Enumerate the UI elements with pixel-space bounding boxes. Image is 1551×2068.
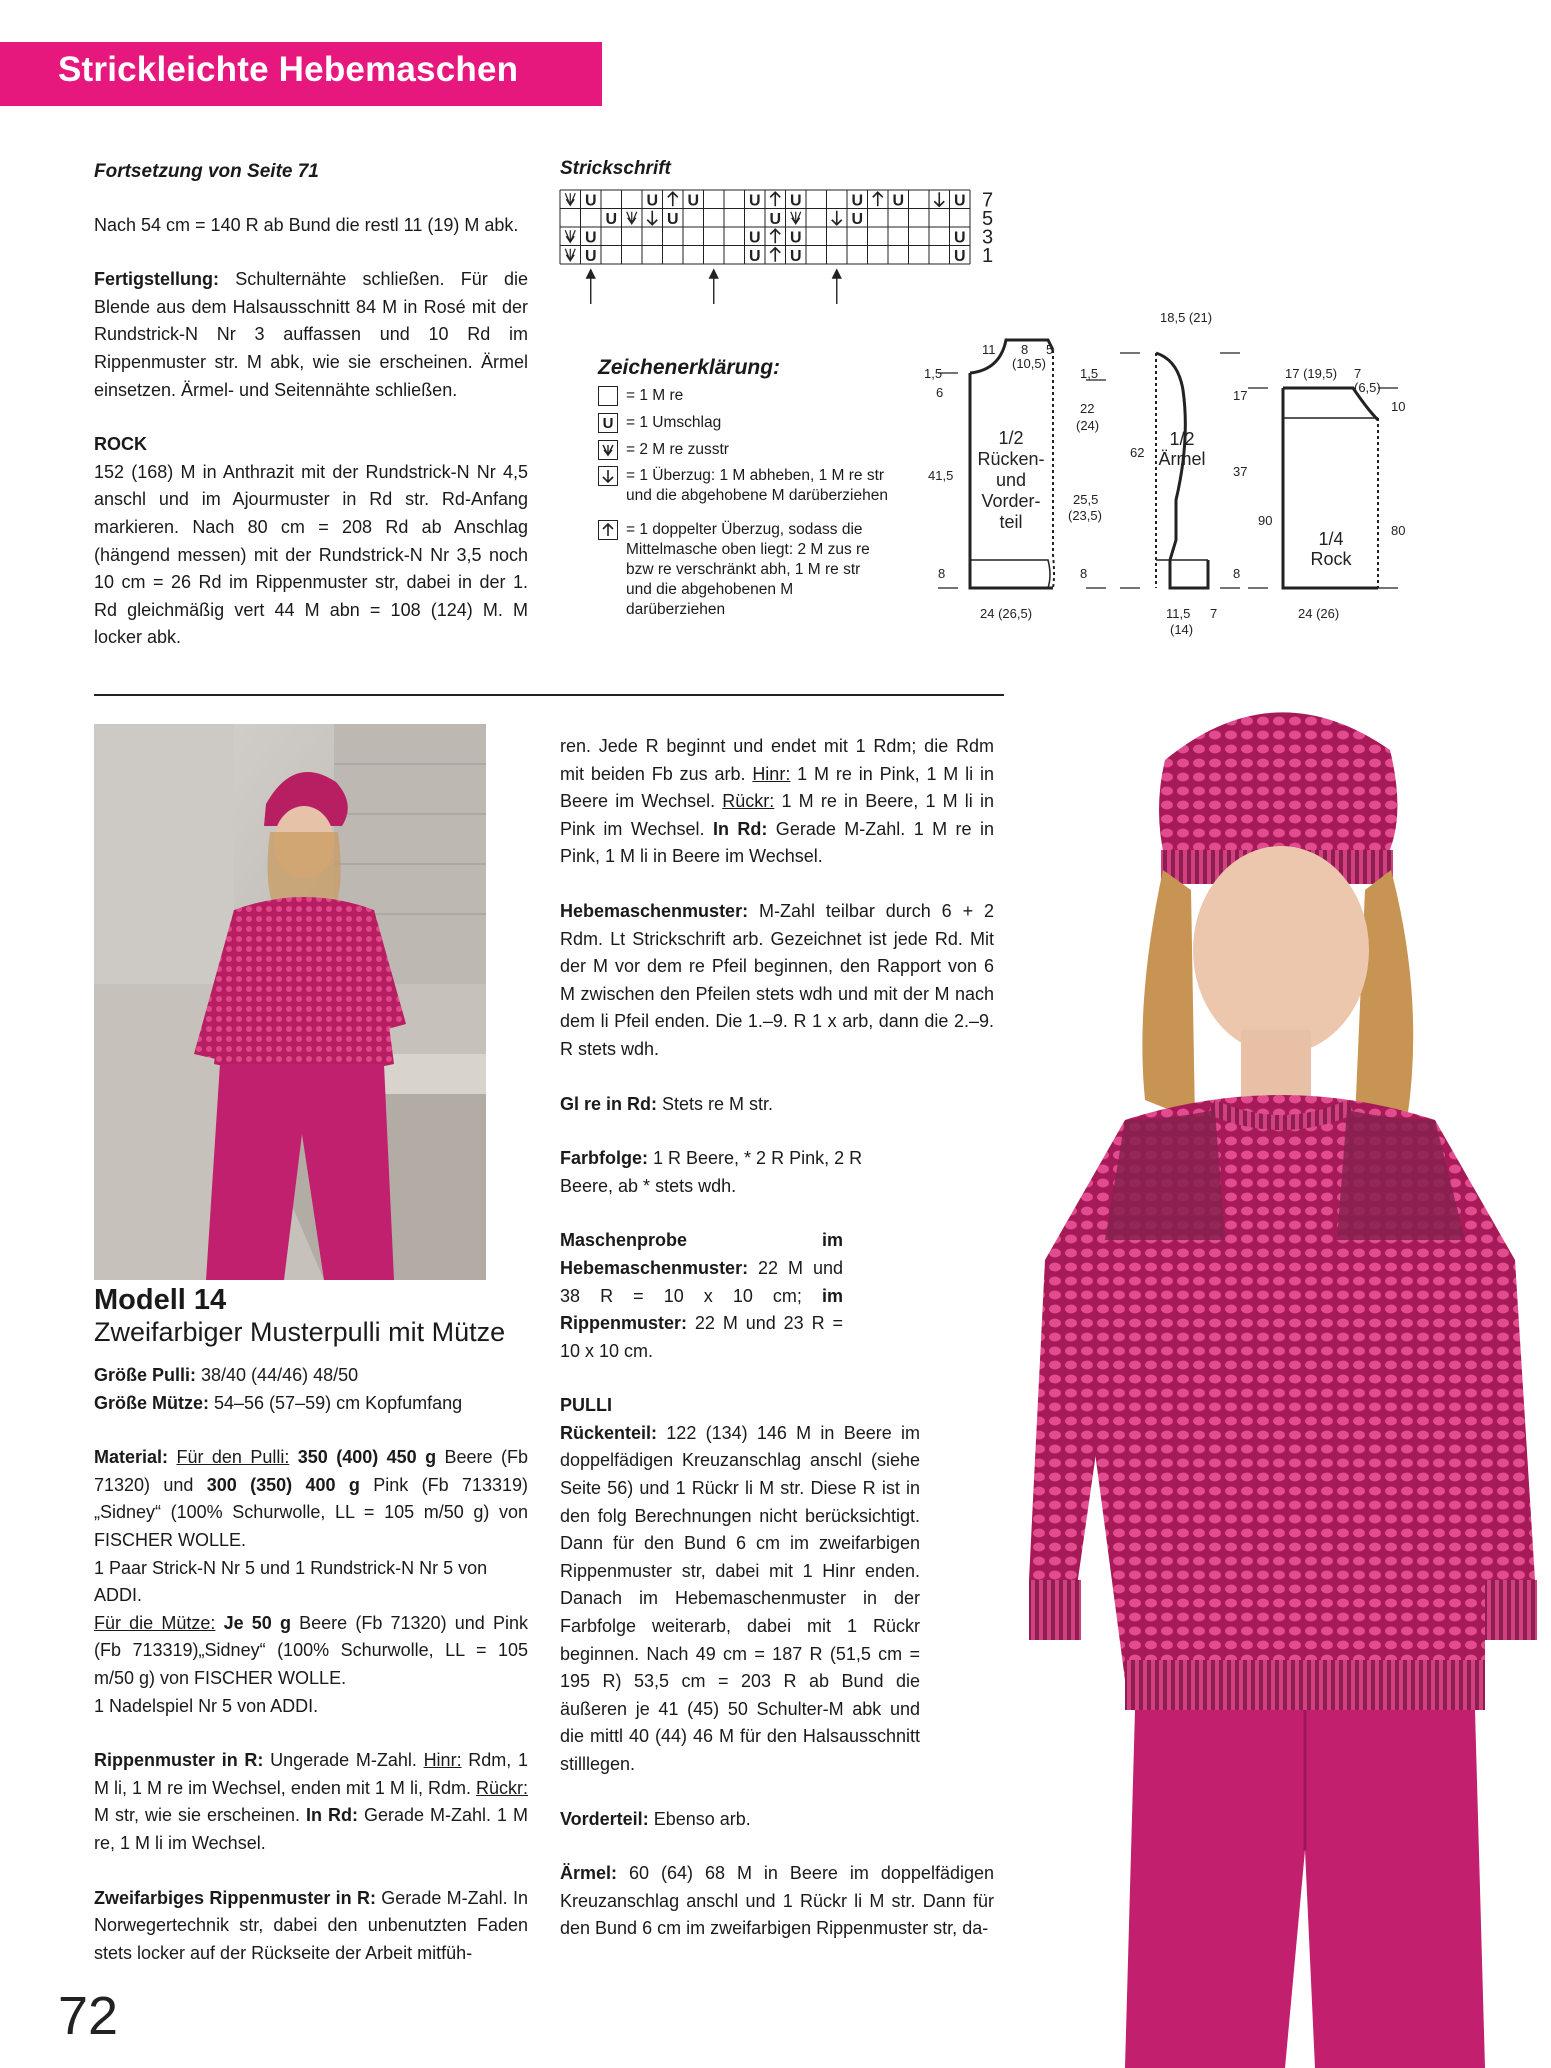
text: Ebenso arb.: [648, 1808, 751, 1829]
yarn-over-symbol: U: [584, 192, 597, 210]
dimension-label: 7: [1354, 366, 1362, 381]
k2tog-symbol: [627, 212, 637, 224]
dimension-label: 80: [1391, 523, 1406, 538]
piece-label: und: [995, 470, 1027, 490]
outline: [1053, 350, 1054, 588]
dimension-label: 24 (26): [1298, 606, 1340, 621]
dimension-label: (14): [1170, 622, 1194, 637]
label: im Rippenmuster:: [560, 1285, 843, 1334]
legend-item-knit: [598, 386, 683, 406]
piece-label: Vorder-: [981, 491, 1041, 511]
dimension-label: 11: [982, 342, 996, 357]
double-decrease-icon: [598, 520, 618, 540]
row-label: 5: [982, 208, 994, 230]
yarn-over-symbol: U: [851, 192, 864, 210]
yarn-over-symbol: U: [605, 210, 618, 228]
dimension-label: 1,5: [924, 366, 943, 381]
yarn-over-symbol: U: [748, 247, 761, 265]
dimension-label: 5: [1046, 342, 1054, 357]
size-pulli: [94, 1362, 528, 1390]
dimension-label: (24): [1076, 418, 1100, 433]
material-hat-needles: 1 Nadelspiel Nr 5 von ADDI.: [94, 1695, 319, 1716]
yarn-over-symbol: U: [584, 229, 597, 247]
text: ren. Jede R beginnt und endet mit 1 Rdm; die Rdm mit beiden Fb zus arb.: [560, 736, 994, 784]
yarn-over-symbol: U: [687, 192, 700, 210]
outline: [1156, 353, 1208, 588]
gauge: [560, 1227, 843, 1365]
model-title: Modell 14: [94, 1284, 227, 1316]
label: Ärmel:: [560, 1863, 618, 1884]
dimension-label: (10,5): [1012, 356, 1046, 371]
dimension-label: (6,5): [1354, 380, 1381, 395]
chart-title: Strickschrift: [560, 158, 671, 179]
schematics: [908, 200, 1478, 640]
label: Material:: [94, 1447, 169, 1468]
underline: Für den Pulli:: [176, 1447, 290, 1468]
row-label: 3: [982, 226, 994, 249]
size-hat: [94, 1390, 528, 1418]
k2tog-symbol: [565, 249, 575, 261]
text: 1 M re in Pink, 1 M li in Beere im Wechsel.: [560, 763, 994, 812]
yarn-over-symbol: U: [789, 192, 802, 210]
icon-glyph: U: [602, 414, 614, 432]
label: Hebemaschenmuster:: [560, 900, 749, 921]
label: Maschenprobe im Hebemaschenmuster:: [560, 1230, 843, 1278]
piece-label: Rücken-: [977, 449, 1045, 469]
k2tog-symbol: [565, 230, 575, 242]
color-sequence: [560, 1145, 885, 1200]
dimension-label: 24 (26,5): [980, 606, 1033, 621]
knit-stitch-icon: [598, 386, 618, 406]
label: Vorderteil:: [560, 1808, 649, 1829]
double-decrease-symbol: [873, 192, 883, 206]
ssk-symbol: [832, 211, 842, 225]
dimension-label: 8: [1233, 566, 1241, 581]
page-number: 72: [58, 1986, 119, 2046]
double-decrease-symbol: [770, 248, 780, 262]
repeat-arrows: [587, 270, 841, 304]
double-decrease-symbol: [770, 229, 780, 243]
text: 54–56 (57–59) cm Kopfumfang: [209, 1392, 463, 1413]
section-divider: [94, 694, 1004, 696]
text: Gerade M-Zahl. 1 M re, 1 M li im Wechsel.: [94, 1805, 528, 1853]
ssk-symbol: [647, 211, 657, 225]
k2tog-symbol: [791, 212, 801, 224]
text: 60 (64) 68 M in Beere im doppelfädigen Kreuzanschlag anschl und 1 Rückr li M str. Dann für den Bund 6 cm im zweifarbigen Rippenmuster str, da-: [560, 1863, 994, 1939]
model-heading: [94, 1284, 534, 1348]
yarn-over-symbol: U: [584, 247, 597, 265]
legend-item-ssk: [598, 466, 890, 506]
text: Ungerade M-Zahl.: [263, 1750, 424, 1771]
text: Beere (Fb 71320) und Pink (Fb 713319)„Sidney“ (100% Schurwolle, LL = 105 m/50 g) von FISCHER WOLLE.: [94, 1612, 528, 1688]
dimension-label: 18,5 (21): [1160, 310, 1213, 325]
legend-text: = 1 M re: [626, 387, 684, 404]
model-photo-large: [1015, 700, 1551, 2068]
label: Farbfolge:: [560, 1148, 648, 1169]
section-heading: ROCK: [94, 434, 147, 455]
underline: Rückr:: [475, 1777, 528, 1798]
label: Gl re in Rd:: [560, 1093, 658, 1114]
dimension-label: 11,5: [1166, 606, 1191, 621]
repeat-arrow-head: [833, 270, 841, 278]
outline: [970, 560, 1050, 588]
underline: Hinr:: [423, 1750, 462, 1771]
underline: Für die Mütze:: [94, 1612, 216, 1633]
dimension-label: 17 (19,5): [1285, 366, 1338, 381]
page-title: Strickleichte Hebemaschen: [58, 50, 519, 89]
yarn-over-symbol: U: [646, 192, 659, 210]
text: Pink (Fb 713319) „Sidney“ (100% Schurwolle, LL = 105 m/50 g) von FISCHER WOLLE.: [94, 1474, 528, 1550]
bold: In Rd:: [712, 818, 768, 839]
material-needles: 1 Paar Strick-N Nr 5 und 1 Rundstrick-N Nr 5 von ADDI.: [94, 1557, 488, 1606]
paragraph-rock: [94, 459, 528, 652]
section-heading-pulli: PULLI: [560, 1395, 612, 1416]
slip-stitch-pattern: [560, 898, 994, 1064]
dimension-label: 25,5: [1073, 492, 1099, 507]
text: Schulternähte schließen. Für die Blende aus dem Halsausschnitt 84 M in Rosé mit der Rundstrick-N Nr 3 auffassen und 10 Rd im Rippenmuster str. M abk, wie sie erscheinen. Ärmel einsetzen. Ärmel- und Seitennähte schließen.: [94, 269, 528, 400]
piece-label: teil: [999, 512, 1023, 532]
bold: 350 (400) 450 g: [297, 1447, 437, 1468]
yarn-over-symbol: U: [769, 210, 782, 228]
dimension-label: 90: [1258, 513, 1273, 528]
two-color-rib-cont: [560, 733, 994, 871]
front-piece: [560, 1806, 994, 1834]
text: Nach 54 cm = 140 R ab Bund die restl 11 (19) M abk.: [94, 214, 519, 235]
text: 22 M und 38 R = 10 x 10 cm;: [560, 1257, 843, 1306]
label: Rückenteil:: [560, 1422, 658, 1443]
double-decrease-symbol: [668, 192, 678, 206]
dimension-label: 8: [1080, 566, 1088, 581]
dimension-label: 8: [1021, 342, 1029, 357]
legend-text: = 2 M re zusstr: [626, 441, 729, 458]
dimension-label: 22: [1080, 401, 1095, 416]
piece-label: 1/2: [998, 428, 1024, 448]
double-decrease-symbol: [770, 192, 780, 206]
repeat-arrow-head: [710, 270, 718, 278]
yarn-over-icon: [598, 413, 618, 433]
dimension-label: 37: [1233, 464, 1248, 479]
underline: Rückr:: [722, 791, 775, 812]
dimension-label: 1,5: [1080, 366, 1099, 381]
dimension-label: (23,5): [1068, 508, 1102, 523]
bold: 300 (350) 400 g: [206, 1474, 360, 1495]
stockinette: [560, 1091, 994, 1119]
label: Größe Pulli:: [94, 1365, 197, 1385]
material-pulli: [94, 1444, 528, 1554]
yarn-over-symbol: U: [789, 247, 802, 265]
legend-title: Zeichenerklärung:: [598, 356, 781, 379]
yarn-over-symbol: U: [851, 210, 864, 228]
dimension-label: 7: [1210, 606, 1218, 621]
text: 122 (134) 146 M in Beere im doppelfädigen Kreuzanschlag anschl (siehe Seite 56) und 1 Rückr li M str. Diese R ist in den folg Berechnungen nicht berücksichtigt. Dann für den Bund 6 cm im zweifarbigen Rippenmuster str, dabei mit 1 Hinr enden. Danach im Hebemaschenmuster in der Farbfolge weiterarb, dabei mit 1 Rückr beginnen. Nach 49 cm = 187 R (51,5 cm = 195 R) 53,5 cm = 203 R ab Bund die äußeren je 41 (45) 50 Schulter-M abk und die mittl 40 (44) 46 M für den Halsausschnitt stilllegen.: [560, 1422, 920, 1774]
label: Zweifarbiges Rippenmuster in R:: [94, 1887, 376, 1908]
text: Beere (Fb 71320) und: [94, 1447, 528, 1495]
piece-label: 1/2: [1169, 429, 1195, 449]
piece-label: Ärmel: [1158, 449, 1206, 469]
text: Stets re M str.: [657, 1093, 774, 1114]
left-top-column: [94, 158, 528, 679]
back-piece: [560, 1420, 920, 1779]
slip-slip-knit-icon: [598, 466, 618, 486]
text: 1 M re in Beere, 1 M li in Pink im Wechsel.: [560, 791, 995, 839]
legend-item-yarnover: [598, 413, 721, 433]
underline: Hinr:: [752, 763, 791, 784]
text: Rdm, 1 M li, 1 M re im Wechsel, enden mit 1 M li, Rdm.: [94, 1750, 528, 1798]
piece-label: 1/4: [1318, 529, 1344, 549]
k2tog-symbol: [565, 193, 575, 205]
dimension-label: 8: [938, 566, 946, 581]
legend-item-k2tog: [598, 440, 729, 460]
repeat-arrow-head: [587, 270, 595, 278]
yarn-over-symbol: U: [953, 247, 966, 265]
middle-column: [560, 733, 994, 1970]
rib-pattern: [94, 1747, 528, 1857]
model-photo-small: [94, 724, 486, 1280]
text: Gerade M-Zahl. In Norwegertechnik str, dabei den unbenutzten Faden stets locker auf der Rückseite der Arbeit mitfüh-: [94, 1887, 528, 1963]
text: 38/40 (44/46) 48/50: [196, 1365, 359, 1385]
piece-label: Rock: [1310, 549, 1352, 569]
legend: [598, 386, 890, 626]
text: M str, wie sie erscheinen.: [94, 1805, 307, 1826]
dimension-label: 41,5: [928, 468, 954, 483]
legend-text: = 1 Überzug: 1 M abheben, 1 M re str und die abgehobene M darüberziehen: [626, 467, 888, 504]
yarn-over-symbol: U: [666, 210, 679, 228]
yarn-over-symbol: U: [953, 192, 966, 210]
paragraph: [94, 212, 528, 240]
sleeves: [560, 1860, 994, 1943]
dimension-label: 62: [1130, 445, 1145, 460]
yarn-over-symbol: U: [892, 192, 905, 210]
legend-text: = 1 doppelter Überzug, sodass die Mittelmasche oben liegt: 2 M zus re bzw re verschränkt abh, 1 M re str und die abgehobenen M darüberziehen: [626, 521, 870, 618]
paragraph-finishing: [94, 266, 528, 404]
continuation-note: Fortsetzung von Seite 71: [94, 161, 319, 182]
two-color-rib: [94, 1885, 528, 1968]
label: Fertigstellung:: [94, 269, 219, 290]
model-subtitle: Zweifarbiger Musterpulli mit Mütze: [94, 1317, 506, 1347]
yarn-over-symbol: U: [748, 192, 761, 210]
material-hat: [94, 1610, 528, 1693]
left-bottom-column: [94, 1362, 528, 1994]
text: 1 R Beere, * 2 R Pink, 2 R Beere, ab * stets wdh.: [560, 1148, 863, 1196]
dimension-label: 6: [936, 385, 944, 400]
text: M-Zahl teilbar durch 6 + 2 Rdm. Lt Strickschrift arb. Gezeichnet ist jede Rd. Mit der M vor dem re Pfeil beginnen, den Rapport von 6 M zwischen den Pfeilen stets wdh und mit der M nach dem li Pfeil enden. Die 1.–9. R 1 x arb, dann die 2.–9. R stets wdh.: [560, 900, 994, 1059]
dimension-label: 10: [1391, 399, 1406, 414]
yarn-over-symbol: U: [789, 229, 802, 247]
legend-item-double-decrease: [598, 520, 890, 620]
dimension-label: 17: [1233, 388, 1248, 403]
yarn-over-symbol: U: [953, 229, 966, 247]
text: Gerade M-Zahl. 1 M re in Pink, 1 M li in Beere im Wechsel.: [560, 818, 994, 867]
row-label: 1: [982, 245, 994, 267]
bold: Je 50 g: [223, 1612, 291, 1633]
knit-two-together-icon: [598, 440, 618, 460]
text: 22 M und 23 R = 10 x 10 cm.: [560, 1313, 843, 1361]
label: Größe Mütze:: [94, 1392, 209, 1413]
row-label: 7: [982, 189, 994, 212]
bold: In Rd:: [306, 1805, 358, 1826]
yarn-over-symbol: U: [748, 229, 761, 247]
text: 152 (168) M in Anthrazit mit der Rundstrick-N Nr 4,5 anschl und im Ajourmuster in Rd str. Rd-Anfang markieren. Nach 80 cm = 208 Rd ab Anschlag (hängend messen) mit der Rundstrick-N Nr 3,5 noch 10 cm = 26 Rd im Rippenmuster str, dabei in der 1. Rd gleichmäßig vert 44 M abn = 108 (124) M. M locker abk.: [94, 461, 528, 648]
label: Rippenmuster in R:: [94, 1750, 264, 1771]
legend-text: = 1 Umschlag: [626, 414, 722, 431]
